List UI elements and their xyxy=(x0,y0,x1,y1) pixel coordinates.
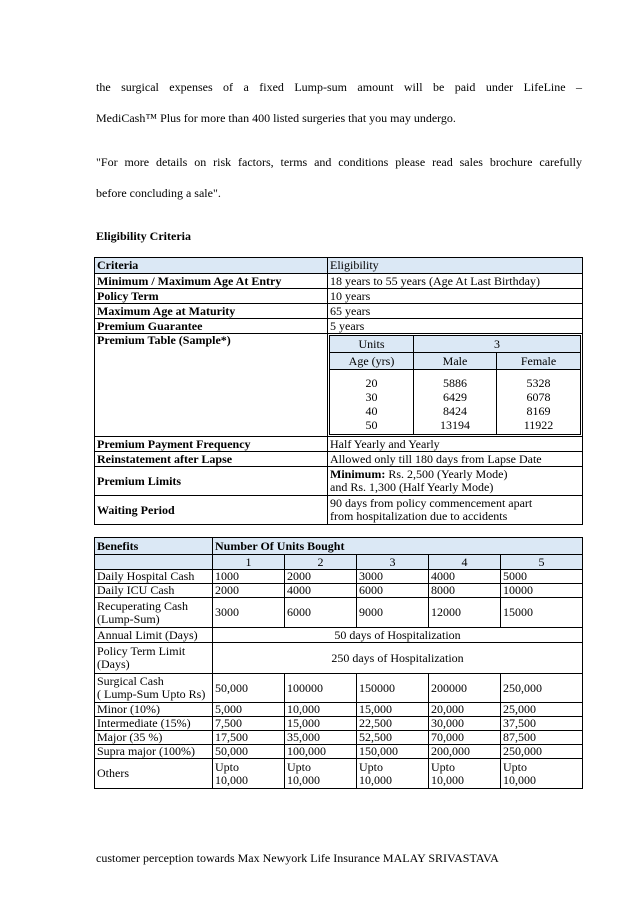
policy-term-label-2: (Days) xyxy=(97,657,130,671)
eligibility-table xyxy=(94,257,583,525)
female-header: Female xyxy=(497,353,581,370)
table-row xyxy=(95,452,583,467)
table-row xyxy=(95,319,583,334)
criteria-value: 5 years xyxy=(328,319,583,334)
benefit-value: 87,500 xyxy=(501,731,583,745)
unit-number: 5 xyxy=(501,555,583,570)
benefit-value: 4000 xyxy=(429,570,501,584)
criteria-label: Reinstatement after Lapse xyxy=(95,452,328,467)
intro-line-3: "For more details on risk factors, terms and conditions please read sales brochure carefully xyxy=(96,155,582,169)
benefit-value: 4000 xyxy=(285,584,357,598)
premium-units-row xyxy=(330,336,581,353)
premium-row xyxy=(330,390,581,404)
benefit-value: 100000 xyxy=(285,674,357,703)
benefit-value: 6000 xyxy=(285,598,357,628)
unit-number: 4 xyxy=(429,555,501,570)
table-row xyxy=(95,759,583,789)
others-value: 10,000 xyxy=(359,772,392,787)
premium-table-row xyxy=(95,334,583,437)
table-row xyxy=(95,674,583,703)
criteria-value: 65 years xyxy=(328,304,583,319)
surgical-label-1: Surgical Cash xyxy=(97,674,164,688)
benefit-label: Annual Limit (Days) xyxy=(95,628,213,643)
units-row xyxy=(95,555,583,570)
table-row xyxy=(95,304,583,319)
premium-female: 6078 xyxy=(497,390,581,404)
premium-table-label: Premium Table (Sample*) xyxy=(95,334,328,437)
table-row xyxy=(95,467,583,496)
benefit-value: 200,000 xyxy=(429,745,501,759)
premium-row xyxy=(330,418,581,435)
premium-age: 30 xyxy=(330,390,414,404)
benefit-value: 6000 xyxy=(357,584,429,598)
criteria-value: Allowed only till 180 days from Lapse Date xyxy=(328,452,583,467)
benefit-value xyxy=(285,759,357,789)
benefit-value xyxy=(429,759,501,789)
recuperating-label-2: (Lump-Sum) xyxy=(97,611,160,626)
eligibility-header: Eligibility xyxy=(328,258,583,274)
male-header: Male xyxy=(414,353,497,370)
benefit-label: Major (35 %) xyxy=(95,731,213,745)
upto-text: Upto xyxy=(215,759,239,774)
benefit-value: 22,500 xyxy=(357,717,429,731)
benefit-value: 70,000 xyxy=(429,731,501,745)
intro-line-2: MediCash™ Plus for more than 400 listed surgeries that you may undergo. xyxy=(96,111,456,125)
premium-header-row xyxy=(330,353,581,370)
criteria-value: Half Yearly and Yearly xyxy=(328,437,583,452)
policy-term-label-1: Policy Term Limit xyxy=(97,644,186,658)
upto-text: Upto xyxy=(359,759,383,774)
table-row xyxy=(95,584,583,598)
criteria-label: Premium Payment Frequency xyxy=(95,437,328,452)
benefit-value: 2000 xyxy=(285,570,357,584)
benefit-value: 250,000 xyxy=(501,674,583,703)
benefit-label: Minor (10%) xyxy=(95,703,213,717)
upto-text: Upto xyxy=(287,759,311,774)
benefit-value: 15,000 xyxy=(285,717,357,731)
criteria-label: Waiting Period xyxy=(95,496,328,525)
benefit-label: Supra major (100%) xyxy=(95,745,213,759)
premium-row xyxy=(330,404,581,418)
criteria-label: Minimum / Maximum Age At Entry xyxy=(95,274,328,289)
others-value: 10,000 xyxy=(503,772,536,787)
benefit-value: 2000 xyxy=(213,584,285,598)
table-row xyxy=(95,717,583,731)
premium-male: 8424 xyxy=(414,404,497,418)
benefit-value: 20,000 xyxy=(429,703,501,717)
premium-female: 5328 xyxy=(497,370,581,391)
criteria-label: Premium Guarantee xyxy=(95,319,328,334)
table-row xyxy=(95,598,583,628)
section-title: Eligibility Criteria xyxy=(96,229,191,243)
benefit-value xyxy=(213,759,285,789)
benefit-label: Daily ICU Cash xyxy=(95,584,213,598)
premium-male: 13194 xyxy=(414,418,497,435)
benefit-value: 200000 xyxy=(429,674,501,703)
table-row xyxy=(95,643,583,674)
benefit-label: Others xyxy=(95,759,213,789)
benefit-value: 250,000 xyxy=(501,745,583,759)
table-row xyxy=(95,745,583,759)
units-value: 3 xyxy=(414,336,581,353)
criteria-header: Criteria xyxy=(95,258,328,274)
benefit-value: 52,500 xyxy=(357,731,429,745)
upto-text: Upto xyxy=(503,759,527,774)
unit-number: 3 xyxy=(357,555,429,570)
benefit-value: 9000 xyxy=(357,598,429,628)
benefit-label: Intermediate (15%) xyxy=(95,717,213,731)
units-label: Units xyxy=(330,336,414,353)
policy-term-limit-value: 250 days of Hospitalization xyxy=(213,643,583,674)
criteria-value xyxy=(328,496,583,525)
benefit-value: 3000 xyxy=(357,570,429,584)
premium-age: 40 xyxy=(330,404,414,418)
benefit-label xyxy=(95,674,213,703)
limits-prefix: Minimum: xyxy=(330,467,386,481)
others-value: 10,000 xyxy=(287,772,320,787)
others-value: 10,000 xyxy=(215,772,248,787)
benefit-label xyxy=(95,598,213,628)
benefit-value: 17,500 xyxy=(213,731,285,745)
benefit-value: 37,500 xyxy=(501,717,583,731)
premium-table-cell xyxy=(328,334,583,437)
units-header: Number Of Units Bought xyxy=(213,538,583,555)
intro-line-1: the surgical expenses of a fixed Lump-sum amount will be paid under LifeLine – xyxy=(96,80,582,94)
benefit-value: 8000 xyxy=(429,584,501,598)
criteria-label: Premium Limits xyxy=(95,467,328,496)
benefit-value: 5000 xyxy=(501,570,583,584)
benefit-value: 100,000 xyxy=(285,745,357,759)
criteria-label: Policy Term xyxy=(95,289,328,304)
waiting-line-2: from hospitalization due to accidents xyxy=(330,509,508,523)
premium-row xyxy=(330,370,581,391)
criteria-value: 10 years xyxy=(328,289,583,304)
page-footer: customer perception towards Max Newyork Life Insurance MALAY SRIVASTAVA xyxy=(96,851,499,865)
benefit-value: 50,000 xyxy=(213,674,285,703)
benefit-value: 150000 xyxy=(357,674,429,703)
benefit-value: 15,000 xyxy=(357,703,429,717)
table-row xyxy=(95,274,583,289)
surgical-label-2: ( Lump-Sum Upto Rs) xyxy=(97,687,206,701)
premium-table xyxy=(329,335,581,435)
benefit-value: 12000 xyxy=(429,598,501,628)
benefit-value: 5,000 xyxy=(213,703,285,717)
benefit-value: 30,000 xyxy=(429,717,501,731)
criteria-value xyxy=(328,467,583,496)
benefit-label: Daily Hospital Cash xyxy=(95,570,213,584)
age-header: Age (yrs) xyxy=(330,353,414,370)
annual-limit-value: 50 days of Hospitalization xyxy=(213,628,583,643)
table-row xyxy=(95,731,583,745)
premium-female: 8169 xyxy=(497,404,581,418)
benefit-value xyxy=(501,759,583,789)
benefit-value: 150,000 xyxy=(357,745,429,759)
unit-number: 2 xyxy=(285,555,357,570)
premium-age: 50 xyxy=(330,418,414,435)
units-blank-cell xyxy=(95,555,213,570)
criteria-value: 18 years to 55 years (Age At Last Birthday) xyxy=(328,274,583,289)
benefit-value: 10,000 xyxy=(285,703,357,717)
upto-text: Upto xyxy=(431,759,455,774)
benefit-value: 15000 xyxy=(501,598,583,628)
table-row xyxy=(95,628,583,643)
premium-male: 5886 xyxy=(414,370,497,391)
table-row xyxy=(95,289,583,304)
table-row xyxy=(95,437,583,452)
benefit-value: 3000 xyxy=(213,598,285,628)
benefits-header: Benefits xyxy=(95,538,213,555)
waiting-line-1: 90 days from policy commencement apart xyxy=(330,496,533,510)
limits-line-2: and Rs. 1,300 (Half Yearly Mode) xyxy=(330,480,494,494)
others-value: 10,000 xyxy=(431,772,464,787)
unit-number: 1 xyxy=(213,555,285,570)
table-row xyxy=(95,703,583,717)
eligibility-header-row xyxy=(95,258,583,274)
limits-line-1: Rs. 2,500 (Yearly Mode) xyxy=(385,467,508,481)
benefits-header-row xyxy=(95,538,583,555)
benefit-label xyxy=(95,643,213,674)
premium-age: 20 xyxy=(330,370,414,391)
premium-female: 11922 xyxy=(497,418,581,435)
benefit-value xyxy=(357,759,429,789)
benefit-value: 7,500 xyxy=(213,717,285,731)
criteria-label: Maximum Age at Maturity xyxy=(95,304,328,319)
premium-male: 6429 xyxy=(414,390,497,404)
recuperating-label-1: Recuperating Cash xyxy=(97,598,188,613)
benefit-value: 50,000 xyxy=(213,745,285,759)
benefit-value: 10000 xyxy=(501,584,583,598)
table-row xyxy=(95,496,583,525)
benefit-value: 1000 xyxy=(213,570,285,584)
benefit-value: 25,000 xyxy=(501,703,583,717)
intro-line-4: before concluding a sale". xyxy=(96,186,221,200)
table-row xyxy=(95,570,583,584)
benefits-table xyxy=(94,537,583,789)
benefit-value: 35,000 xyxy=(285,731,357,745)
